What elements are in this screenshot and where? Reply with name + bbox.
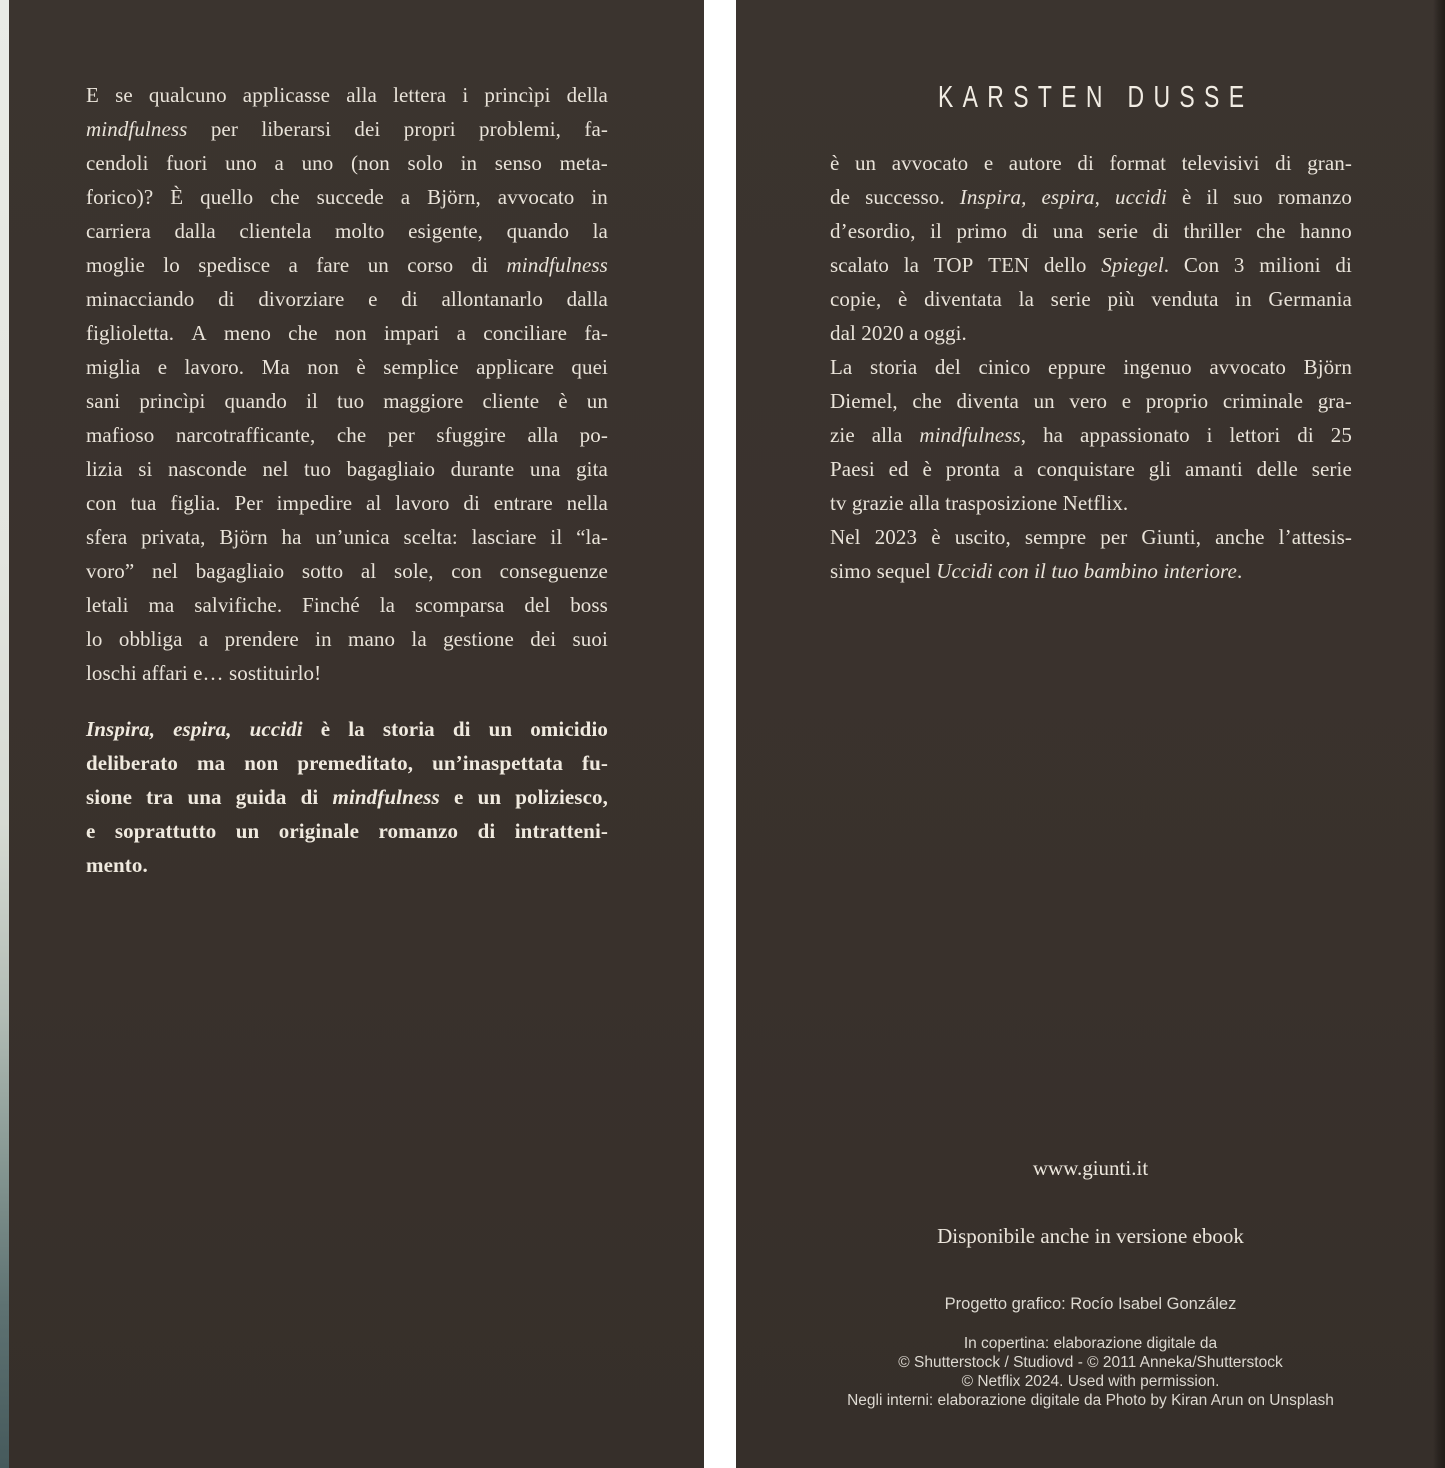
author-name: KARSTEN DUSSE	[937, 80, 1254, 114]
design-credit: Progetto grafico: Rocío Isabel González	[944, 1295, 1237, 1313]
synopsis-paragraph: E se qualcuno applicasse alla lettera i princìpi della mindfulness per liberarsi dei propri problemi, fa- cendoli fuori uno a uno (non solo in senso meta- forico)? È quello che succede a Björn, avvocato in carriera dalla clientela molto esigente, quando la moglie lo spedisce a fare un corso di mindfulness minacciando di divorziare e di allontanarlo dalla figlioletta. A meno che non impari a conciliare fa- miglia e lavoro. Ma non è semplice applicare quei sani princìpi quando il tuo maggiore cliente è un mafioso narcotrafficante, che per sfuggire alla po- lizia si nasconde nel tuo bagagliaio durante una gita con tua figlia. Per impedire al lavoro di entrare nella sfera privata, Björn ha un’unica scelta: lasciare il “la- voro” nel bagagliaio sotto al sole, con conseguenze letali ma salvifiche. Finché la scomparsa del boss lo obbliga a prendere in mano la gestione dei suoi loschi affari e… sostituirlo!	[86, 83, 608, 685]
imprint-block	[736, 1156, 1445, 1410]
flap-fold-shadow	[1433, 0, 1445, 1468]
ebook-availability-note: Disponibile anche in versione ebook	[937, 1224, 1244, 1248]
cover-credit-line: In copertina: elaborazione digitale da	[963, 1335, 1218, 1352]
paragraph-gap	[86, 690, 608, 712]
author-bio-paragraph-1: è un avvocato e autore di format televisivi di gran- de successo. Inspira, espira, uccidi è il suo romanzo d’esordio, il primo di una serie di thriller che hanno scalato la TOP TEN dello Spiegel. Con 3 milioni di copie, è diventata la serie più venduta in Germania dal 2020 a oggi.	[830, 151, 1352, 345]
cover-credits	[736, 1334, 1445, 1410]
author-bio-paragraph-2: La storia del cinico eppure ingenuo avvocato Björn Diemel, che diventa un vero e proprio criminale gra- zie alla mindfulness, ha appassionato i lettori di 25 Paesi ed è pronta a conquistare gli amanti delle serie tv grazie alla trasposizione Netflix.	[830, 355, 1352, 515]
author-bio-paragraph-3: Nel 2023 è uscito, sempre per Giunti, anche l’attesis- simo sequel Uccidi con il tuo bambino interiore.	[830, 525, 1352, 583]
cover-credit-line: Negli interni: elaborazione digitale da Photo by Kiran Arun on Unsplash	[847, 1392, 1334, 1409]
publisher-website: www.giunti.it	[1032, 1156, 1149, 1180]
cover-credit-line: © Shutterstock / Studiovd - © 2011 Anneka/Shutterstock	[898, 1354, 1283, 1371]
front-flap	[9, 0, 704, 1468]
back-flap	[736, 0, 1445, 1468]
cover-credit-line: © Netflix 2024. Used with permission.	[961, 1373, 1220, 1390]
book-cover-edge	[0, 0, 9, 1468]
tagline-paragraph: Inspira, espira, uccidi è la storia di un omicidio deliberato ma non premeditato, un’inaspettata fu- sione tra una guida di mindfulness e un poliziesco, e soprattutto un originale romanzo di intratteni- mento.	[86, 717, 608, 877]
